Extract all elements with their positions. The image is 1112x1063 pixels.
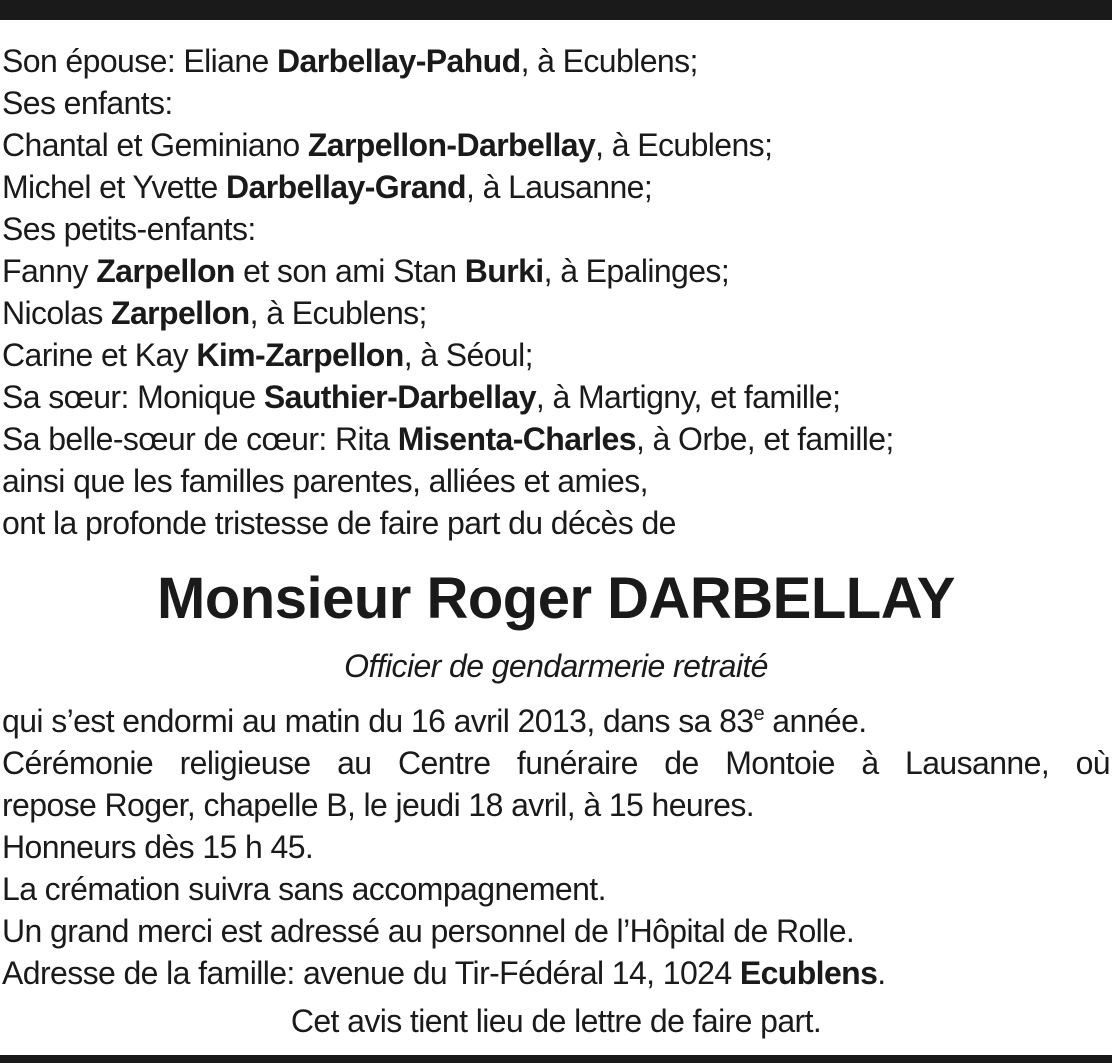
text: , à Lausanne;	[466, 169, 653, 205]
relatives-line: ainsi que les familles parentes, alliées et amies,	[2, 463, 648, 499]
surname: Zarpellon-Darbellay	[307, 127, 596, 163]
superscript: e	[753, 703, 765, 725]
bottom-rule	[0, 1055, 1112, 1063]
grandchild-line	[2, 250, 1110, 292]
thanks-line: Un grand merci est adressé au personnel de l’Hôpital de Rolle.	[2, 913, 855, 949]
death-line	[2, 700, 1110, 742]
grandchildren-heading: Ses petits-enfants:	[2, 211, 256, 247]
deceased-title: Officier de gendarmerie retraité	[344, 648, 768, 684]
text: , à Martigny, et famille;	[535, 379, 841, 415]
text: Sa sœur: Monique	[2, 379, 264, 415]
surname: Sauthier-Darbellay	[263, 379, 536, 415]
top-rule	[0, 0, 1112, 20]
surname: Zarpellon	[96, 253, 235, 289]
surname: Zarpellon	[111, 295, 250, 331]
text: Adresse de la famille: avenue du Tir-Fédéral 14, 1024	[2, 955, 740, 991]
details-block	[2, 700, 1110, 994]
text: .	[877, 955, 886, 991]
spouse-line	[2, 40, 1110, 82]
text: Sa belle-sœur de cœur: Rita	[2, 421, 398, 457]
honours-line: Honneurs dès 15 h 45.	[2, 829, 314, 865]
ceremony-line: Cérémonie religieuse au Centre funéraire de Montoie à Lausanne, où	[2, 745, 1110, 781]
text: , à Orbe, et famille;	[635, 421, 894, 457]
sister-in-law-line	[2, 418, 1110, 460]
text: Carine et Kay	[2, 337, 197, 373]
sister-line	[2, 376, 1110, 418]
text: , à Séoul;	[403, 337, 533, 373]
announcement-line: ont la profonde tristesse de faire part du décès de	[2, 505, 676, 541]
family-list	[2, 40, 1110, 544]
town: Ecublens	[739, 955, 878, 991]
ceremony-line: repose Roger, chapelle B, le jeudi 18 avril, à 15 heures.	[2, 787, 755, 823]
children-heading: Ses enfants:	[2, 85, 173, 121]
text: et son ami Stan	[234, 253, 465, 289]
closing-line: Cet avis tient lieu de lettre de faire part.	[290, 1003, 822, 1039]
text: , à Ecublens;	[520, 43, 698, 79]
cremation-line: La crémation suivra sans accompagnement.	[2, 871, 606, 907]
text: , à Ecublens;	[249, 295, 427, 331]
text: année.	[764, 703, 867, 739]
child-line	[2, 124, 1110, 166]
surname: Kim-Zarpellon	[196, 337, 404, 373]
surname: Darbellay-Grand	[226, 169, 466, 205]
grandchild-line	[2, 292, 1110, 334]
surname: Misenta-Charles	[397, 421, 636, 457]
text: , à Ecublens;	[595, 127, 773, 163]
text: Nicolas	[2, 295, 112, 331]
text: qui s’est endormi au matin du 16 avril 2013, dans sa 83	[2, 703, 754, 739]
surname: Darbellay-Pahud	[277, 43, 521, 79]
child-line	[2, 166, 1110, 208]
text: , à Epalinges;	[543, 253, 730, 289]
grandchild-line	[2, 334, 1110, 376]
surname: Burki	[464, 253, 544, 289]
text: Son épouse: Eliane	[2, 43, 278, 79]
text: Fanny	[2, 253, 97, 289]
deceased-name: Monsieur Roger DARBELLAY	[157, 566, 955, 631]
address-line	[2, 952, 1110, 994]
text: Michel et Yvette	[2, 169, 227, 205]
text: Chantal et Geminiano	[2, 127, 308, 163]
